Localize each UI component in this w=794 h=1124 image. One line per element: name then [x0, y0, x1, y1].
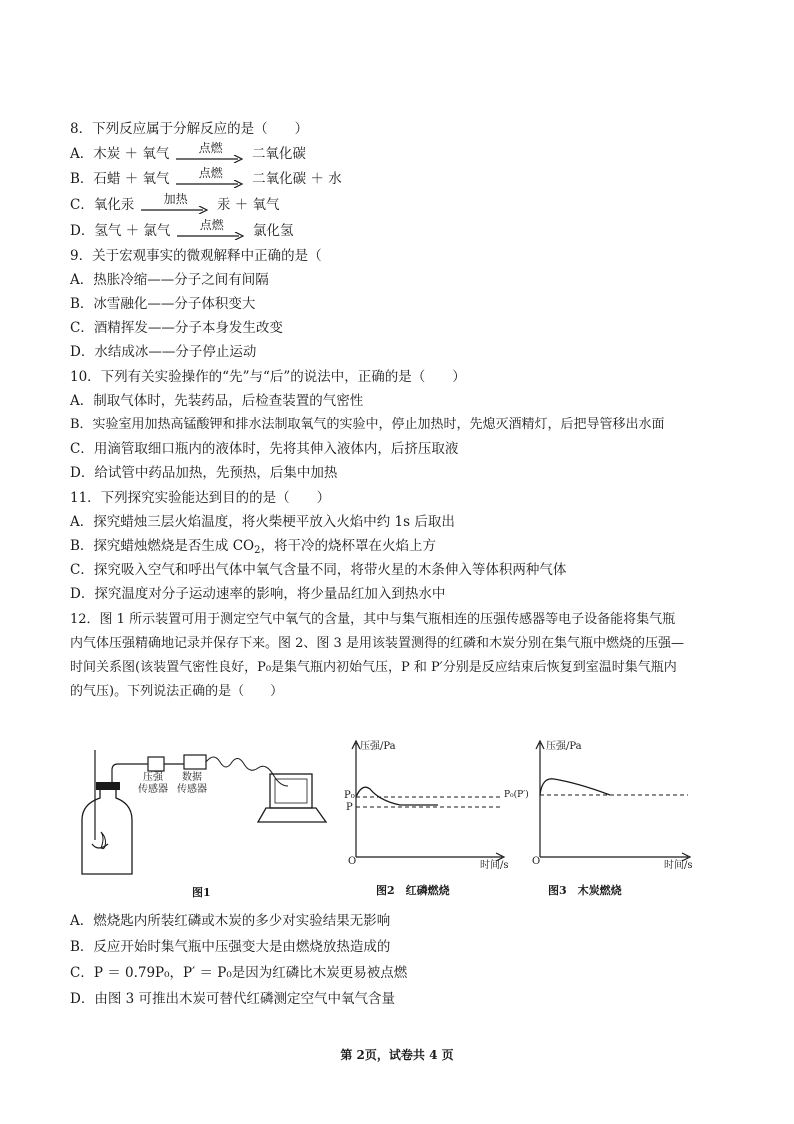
q8-c-product: 汞 ＋ 氧气 — [216, 197, 280, 213]
q8-stem: 8．下列反应属于分解反应的是（ ） — [70, 121, 309, 137]
q11-b-subscript: 2 — [254, 545, 261, 556]
fig3-ylabel: 压强/Pa — [546, 741, 582, 752]
fig3-p0-label: P₀(P′) — [504, 790, 529, 800]
q8-option-d — [70, 217, 294, 243]
fig1-data-label-2: 传感器 — [177, 784, 207, 795]
figure-1-caption: 图1 — [192, 886, 211, 899]
gas-bottle — [82, 788, 132, 874]
bottle-stopper — [96, 782, 120, 790]
fig2-p0-label: P₀ — [344, 790, 355, 801]
q8-b-reactants: B．石蜡 ＋ 氧气 — [70, 171, 170, 187]
figure-2-chart — [340, 735, 510, 870]
q12-stem-line1: 12．图 1 所示装置可用于测定空气中氧气的含量，其中与集气瓶相连的压强传感器等电子设备能将集气瓶 — [70, 612, 676, 627]
data-sensor — [184, 755, 206, 769]
figure-3-caption: 图3 木炭燃烧 — [548, 884, 622, 897]
q8-c-reactants: C．氧化汞 — [70, 197, 135, 213]
figure-3-chart — [528, 735, 698, 870]
q8-d-condition: 点燃 — [199, 217, 224, 232]
q12-option-c: C．P ＝ 0.79P₀，P′ ＝ P₀是因为红磷比木炭更易被点燃 — [70, 965, 408, 981]
fig1-data-label-1: 数据 — [182, 772, 202, 783]
q9-option-a: A．热胀冷缩——分子之间有间隔 — [70, 272, 269, 288]
q8-option-c — [70, 191, 280, 217]
q11-stem: 11．下列探究实验能达到目的的是（ ） — [70, 490, 331, 506]
figure-1-apparatus — [70, 740, 340, 880]
q11-b-text-pre: B．探究蜡烛燃烧是否生成 CO — [70, 538, 255, 554]
q9-option-d: D．水结成冰——分子停止运动 — [70, 344, 257, 360]
q11-option-a: A．探究蜡烛三层火焰温度，将火柴梗平放入火焰中约 1s 后取出 — [70, 514, 455, 530]
pressure-sensor — [148, 757, 164, 771]
sensor-cable — [206, 757, 288, 786]
q8-option-b — [70, 165, 342, 191]
q10-option-a: A．制取气体时，先装药品，后检查装置的气密性 — [70, 393, 364, 409]
q12-option-a: A．燃烧匙内所装红磷或木炭的多少对实验结果无影响 — [70, 913, 391, 929]
q12-stem-line3: 时间关系图(该装置气密性良好，P₀是集气瓶内初始气压，P 和 P′分别是反应结束后恢复到室温时集气瓶内 — [70, 660, 677, 675]
q8-a-reactants: A．木炭 ＋ 氧气 — [70, 146, 170, 162]
q8-d-product: 氯化氢 — [253, 223, 294, 239]
fig2-xlabel: 时间/s — [480, 860, 509, 871]
q8-c-condition: 加热 — [163, 191, 188, 206]
q11-option-b — [70, 535, 436, 562]
fig2-p-label: P — [346, 802, 353, 813]
q8-b-product: 二氧化碳 ＋ 水 — [252, 171, 342, 187]
laptop-keyboard — [258, 808, 326, 822]
q9-option-b: B．冰雪融化——分子体积变大 — [70, 296, 256, 312]
q10-stem: 10．下列有关实验操作的“先”与“后”的说法中，正确的是（ ） — [70, 369, 466, 385]
q8-a-condition: 点燃 — [198, 140, 223, 155]
q8-a-product: 二氧化碳 — [251, 146, 306, 162]
page-footer: 第 2页，试卷共 4 页 — [340, 1048, 454, 1062]
fig1-pressure-label — [138, 772, 168, 796]
q10-option-b: B．实验室用加热高锰酸钾和排水法制取氧气的实验中，停止加热时，先熄灭酒精灯，后把导管移出水面 — [70, 417, 665, 432]
q11-option-c: C．探究吸入空气和呼出气体中氧气含量不同，将带火星的木条伸入等体积两种气体 — [70, 562, 567, 578]
fig1-data-label — [177, 772, 207, 796]
q12-stem-line4: 的气压)。下列说法正确的是（ ） — [70, 684, 284, 699]
q12-stem-line2: 内气体压强精确地记录并保存下来。图 2、图 3 是用该装置测得的红磷和木炭分别在集气瓶中燃烧的压强— — [70, 636, 684, 651]
q8-option-a — [70, 140, 306, 166]
q9-stem: 9．关于宏观事实的微观解释中正确的是（ — [70, 248, 322, 264]
q10-option-d: D．给试管中药品加热，先预热，后集中加热 — [70, 465, 338, 481]
reaction-arrow — [177, 217, 247, 243]
fig3-origin: O — [532, 856, 541, 867]
reaction-arrow — [141, 191, 211, 217]
fig2-ylabel: 压强/Pa — [360, 741, 396, 752]
q11-option-d: D．探究温度对分子运动速率的影响，将少量品红加入到热水中 — [70, 586, 446, 602]
q8-d-reactants: D．氢气 ＋ 氯气 — [70, 223, 171, 239]
fig3-pressure-curve — [540, 779, 610, 795]
q11-b-text-post: ，将干冷的烧杯罩在火焰上方 — [260, 538, 436, 554]
fig1-pressure-label-2: 传感器 — [138, 784, 168, 795]
q12-option-b: B．反应开始时集气瓶中压强变大是由燃烧放热造成的 — [70, 939, 391, 955]
q10-option-c: C．用滴管取细口瓶内的液体时，先将其伸入液体内，后挤压取液 — [70, 441, 459, 457]
reaction-arrow — [176, 165, 246, 191]
fig1-pressure-label-1: 压强 — [143, 772, 163, 783]
q12-option-d: D．由图 3 可推出木炭可替代红磷测定空气中氧气含量 — [70, 991, 395, 1007]
q8-b-condition: 点燃 — [198, 165, 223, 180]
reaction-arrow — [176, 140, 246, 166]
fig2-origin: O — [348, 856, 357, 867]
fig3-xlabel: 时间/s — [664, 860, 693, 871]
figure-2-caption: 图2 红磷燃烧 — [376, 884, 450, 897]
q9-option-c: C．酒精挥发——分子本身发生改变 — [70, 320, 283, 336]
fig2-pressure-curve — [356, 787, 438, 805]
